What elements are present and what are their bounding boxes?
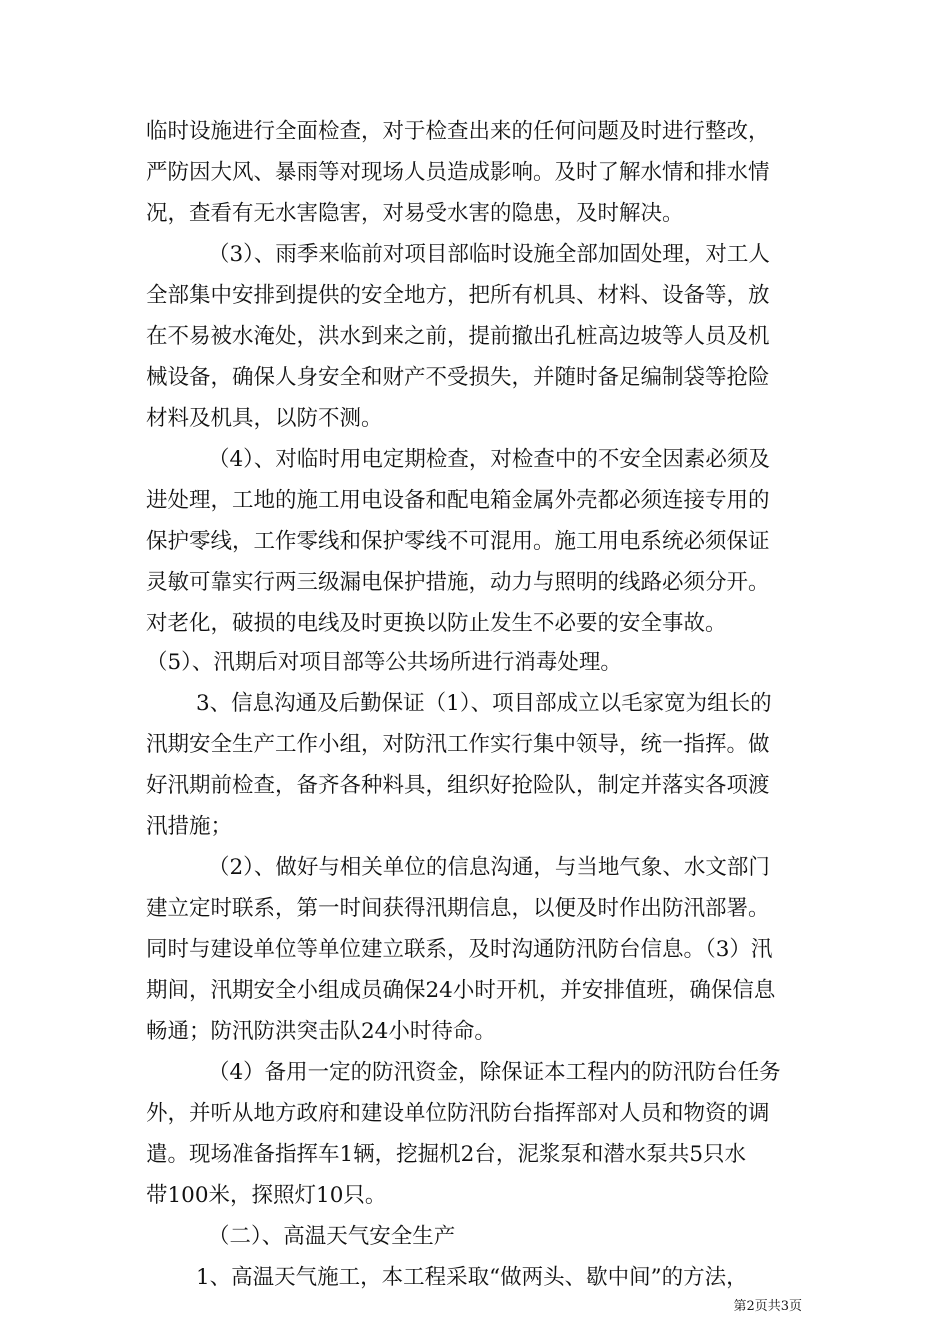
text-line: 全部集中安排到提供的安全地方，把所有机具、材料、设备等，放 [146,283,770,308]
text-line: 带100米，探照灯10只。 [146,1183,387,1208]
page-number: 第2页共3页 [733,1299,802,1314]
text-line: 进处理，工地的施工用电设备和配电箱金属外壳都必须连接专用的 [146,488,770,513]
text-line: 汛措施； [146,814,233,839]
text-line: 对老化，破损的电线及时更换以防止发生不必要的安全事故。 [146,611,727,636]
text-line: （2）、做好与相关单位的信息沟通，与当地气象、水文部门 [208,855,770,880]
text-line: 3、信息沟通及后勤保证（1）、项目部成立以毛家宽为组长的 [196,691,772,716]
text-line: （5）、汛期后对项目部等公共场所进行消毒处理。 [146,650,622,675]
text-line: 严防因大风、暴雨等对现场人员造成影响。及时了解水情和排水情 [146,160,770,185]
text-line: 在不易被水淹处，洪水到来之前，提前撤出孔桩高边坡等人员及机 [146,324,770,349]
text-line: 同时与建设单位等单位建立联系，及时沟通防汛防台信息。（3）汛 [146,937,773,962]
text-line: （4）备用一定的防汛资金，除保证本工程内的防汛防台任务 [208,1060,781,1085]
text-line: 建立定时联系，第一时间获得汛期信息，以便及时作出防汛部署。 [146,896,770,921]
text-line: 期间，汛期安全小组成员确保24小时开机，并安排值班，确保信息 [146,978,776,1003]
text-line: 械设备，确保人身安全和财产不受损失，并随时备足编制袋等抢险 [146,365,770,390]
text-line: 灵敏可靠实行两三级漏电保护措施，动力与照明的线路必须分开。 [146,570,770,595]
text-line: （4）、对临时用电定期检查，对检查中的不安全因素必须及 [208,447,770,472]
text-line: 况，查看有无水害隐害，对易受水害的隐患，及时解决。 [146,201,684,226]
text-line: 畅通；防汛防洪突击队24小时待命。 [146,1019,496,1044]
text-line: （3）、雨季来临前对项目部临时设施全部加固处理，对工人 [208,242,770,267]
section-heading: （二）、高温天气安全生产 [208,1224,456,1249]
text-line: 临时设施进行全面检查，对于检查出来的任何问题及时进行整改， [146,119,770,144]
text-line: 好汛期前检查，备齐各种料具，组织好抢险队，制定并落实各项渡 [146,773,770,798]
text-line: 保护零线，工作零线和保护零线不可混用。施工用电系统必须保证 [146,529,770,554]
text-line: 汛期安全生产工作小组，对防汛工作实行集中领导，统一指挥。做 [146,732,770,757]
text-line: 遣。现场准备指挥车1辆，挖掘机2台，泥浆泵和潜水泵共5只水 [146,1142,747,1167]
text-line: 材料及机具，以防不测。 [146,406,383,431]
text-line: 1、高温天气施工，本工程采取“做两头、歇中间”的方法， [196,1265,748,1290]
text-line: 外，并听从地方政府和建设单位防汛防台指挥部对人员和物资的调 [146,1101,770,1126]
